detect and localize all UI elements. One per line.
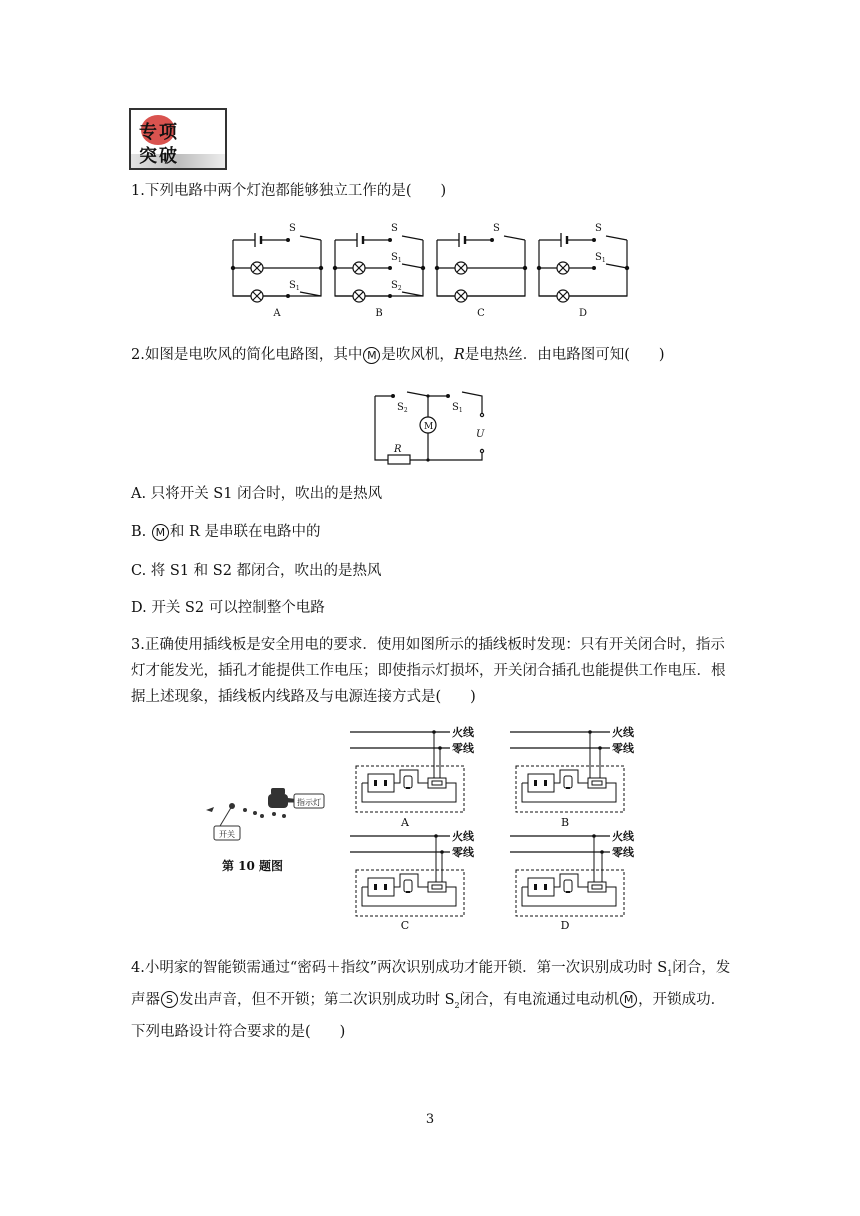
q2-voltage-label: U xyxy=(476,429,485,440)
q1-option-b: B xyxy=(375,308,383,319)
a-live-label: 火线 xyxy=(452,726,474,739)
banner-line-2: 突破 xyxy=(139,146,179,167)
wiring-c xyxy=(350,834,464,916)
q3-option-a: A xyxy=(401,816,409,829)
q2-option-d: D. 开关 S2 可以控制整个电路 xyxy=(131,600,325,616)
circuit-d xyxy=(537,236,628,296)
power-strip-figure xyxy=(200,786,325,878)
a-neutral-label: 零线 xyxy=(452,742,474,755)
q2-option-c: C. 将 S1 和 S2 都闭合，吹出的是热风 xyxy=(131,563,382,579)
circuit-c xyxy=(435,236,526,296)
question-3-text: 3.正确使用插线板是安全用电的要求．使用如图所示的插线板时发现：只有开关闭合时，指示灯才能发光，插孔才能提供工作电压；即使指示灯损坏，开关闭合插孔也能提供工作电压．根据上述现象，插线板内线路及与电源连接方式是( ) xyxy=(131,637,726,705)
circuit-a xyxy=(231,236,322,297)
buzzer-symbol-icon: S xyxy=(161,991,178,1008)
q1-option-a: A xyxy=(273,308,281,319)
wiring-a xyxy=(350,730,464,812)
q3-option-c: C xyxy=(400,919,410,932)
wiring-b xyxy=(510,730,624,812)
d-label-s: S xyxy=(595,223,602,234)
a-label-s1: $S_1$ xyxy=(289,280,300,292)
question-1-text: 1.下列电路中两个灯泡都能够独立工作的是( ) xyxy=(131,183,447,199)
motor-symbol-icon: M xyxy=(152,524,169,541)
q2-hairdryer-circuit xyxy=(370,383,495,465)
motor-symbol-icon: M xyxy=(620,991,637,1008)
q3-wiring-diagrams xyxy=(350,722,680,937)
b-label-s: S xyxy=(391,223,398,234)
wiring-d xyxy=(510,834,624,916)
indicator-label: 指示灯 xyxy=(297,798,321,807)
b-live-label: 火线 xyxy=(612,726,634,739)
q1-option-d: D xyxy=(578,308,588,319)
q2-resistor-label: R xyxy=(394,444,402,455)
circuit-b xyxy=(333,236,424,297)
q3-option-d: D xyxy=(560,919,570,932)
figure-caption: 第 10 题图 xyxy=(222,859,284,873)
q2-label-s1: $S_1$ xyxy=(452,402,463,414)
b-label-s1: $S_1$ xyxy=(391,252,402,264)
q1-option-c: C xyxy=(477,308,485,319)
c-live-label: 火线 xyxy=(452,830,474,843)
q1-circuit-diagrams xyxy=(225,218,635,323)
c-label-s: S xyxy=(493,223,500,234)
q2-label-s2: $S_2$ xyxy=(397,402,408,414)
motor-symbol-icon: M xyxy=(363,347,380,364)
q2-option-a: A. 只将开关 S1 闭合时，吹出的是热风 xyxy=(131,486,383,502)
banner-line-1: 专项 xyxy=(139,122,179,143)
page-number: 3 xyxy=(425,1112,435,1127)
question-2-text: 2.如图是电吹风的简化电路图，其中 M 是吹风机，R是电热丝．由电路图可知( ) xyxy=(131,347,665,363)
b-neutral-label: 零线 xyxy=(612,742,634,755)
b-label-s2: $S_2$ xyxy=(391,280,402,292)
a-label-s: S xyxy=(289,223,296,234)
question-4-text: 4.小明家的智能锁需通过“密码＋指纹”两次识别成功才能开锁．第一次识别成功时 $S_1$闭合，发声器 S 发出声音，但不开锁；第二次识别成功时 $S_2$闭合，有电流通过电动机 M ，开锁成功．下列电路设计符合要求的是( ) xyxy=(131,960,731,1040)
d-label-s1: $S_1$ xyxy=(595,252,606,264)
q3-option-b: B xyxy=(560,816,570,829)
c-neutral-label: 零线 xyxy=(452,846,474,859)
d-neutral-label: 零线 xyxy=(612,846,634,859)
q2-option-b: B. M 和 R 是串联在电路中的 xyxy=(131,524,321,540)
q2-motor-label: M xyxy=(424,422,434,432)
switch-label: 开关 xyxy=(219,830,235,839)
strip-head xyxy=(268,794,288,808)
d-live-label: 火线 xyxy=(612,830,634,843)
section-banner xyxy=(129,108,227,170)
